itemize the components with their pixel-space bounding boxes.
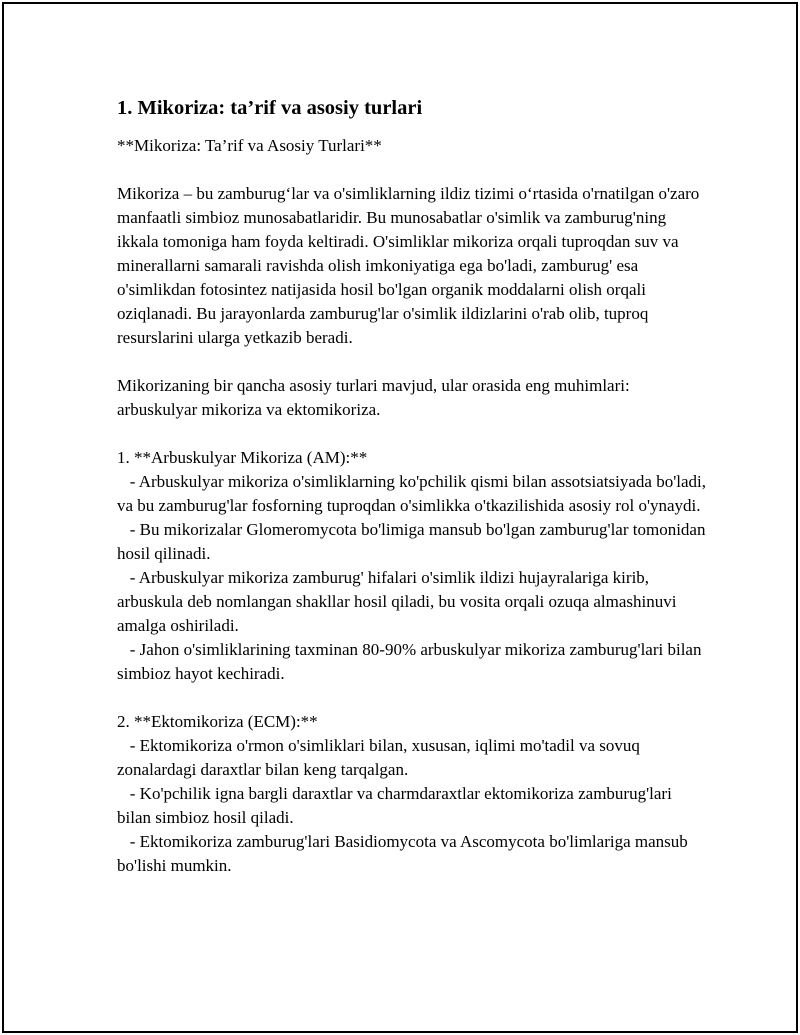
section-am-item: - Bu mikorizalar Glomeromycota bo'limiga mansub bo'lgan zamburug'lar tomonidan hosil qilinadi. (117, 520, 710, 563)
document-body (117, 96, 711, 878)
spacer (117, 158, 707, 182)
spacer (117, 422, 707, 446)
section-am-item: - Arbuskulyar mikoriza o'simliklarning ko'pchilik qismi bilan assotsiatsiyada bo'ladi, va bu zamburug'lar fosforning tuproqdan o'simlikka o'tkazilishida asosiy rol o'ynaydi. (117, 472, 711, 515)
section-am-item: - Jahon o'simliklarining taxminan 80-90% arbuskulyar mikoriza zamburug'lari bilan simbioz hayot kechiradi. (117, 640, 706, 683)
document-heading: 1. Mikoriza: ta’rif va asosiy turlari (117, 97, 423, 119)
section-ecm-item: - Ko'pchilik igna bargli daraxtlar va charmdaraxtlar ektomikoriza zamburug'lari bilan simbioz hosil qiladi. (117, 784, 677, 827)
types-intro-paragraph: Mikorizaning bir qancha asosiy turlari mavjud, ular orasida eng muhimlari: arbuskulyar mikoriza va ektomikoriza. (117, 376, 634, 419)
section-am-item: - Arbuskulyar mikoriza zamburug' hifalari o'simlik ildizi hujayralariga kirib, arbuskula deb nomlangan shakllar hosil qiladi, bu vosita orqali ozuqa almashinuvi amalga oshiriladi. (117, 568, 681, 635)
spacer (117, 686, 707, 710)
section-am-title: 1. **Arbuskulyar Mikoriza (AM):** (117, 448, 368, 467)
section-ecm-title: 2. **Ektomikoriza (ECM):** (117, 712, 318, 731)
section-ecm-item: - Ektomikoriza zamburug'lari Basidiomycota va Ascomycota bo'limlariga mansub bo'lishi mumkin. (117, 832, 693, 875)
document-subheading: **Mikoriza: Ta’rif va Asosiy Turlari** (117, 136, 382, 155)
section-ecm-item: - Ektomikoriza o'rmon o'simliklari bilan, xususan, iqlimi mo'tadil va sovuq zonalardagi daraxtlar bilan keng tarqalgan. (117, 736, 645, 779)
spacer (117, 350, 707, 374)
intro-paragraph: Mikoriza – bu zamburug‘lar va o'simliklarning ildiz tizimi o‘rtasida o'rnatilgan o'zaro manfaatli simbioz munosabatlaridir. Bu munosabatlar o'simlik va zamburug'ning ikkala tomoniga ham foyda keltiradi. O'simliklar mikoriza orqali tuproqdan suv va minerallarni samarali ravishda olish imkoniyatiga ega bo'ladi, zamburug' esa o'simlikdan fotosintez natijasida hosil bo'lgan organik moddalarni olish orqali oziqlanadi. Bu jarayonlarda zamburug'lar o'simlik ildizlarini o'rab olib, tuproq resurslarini ularga yetkazib beradi. (117, 184, 704, 347)
